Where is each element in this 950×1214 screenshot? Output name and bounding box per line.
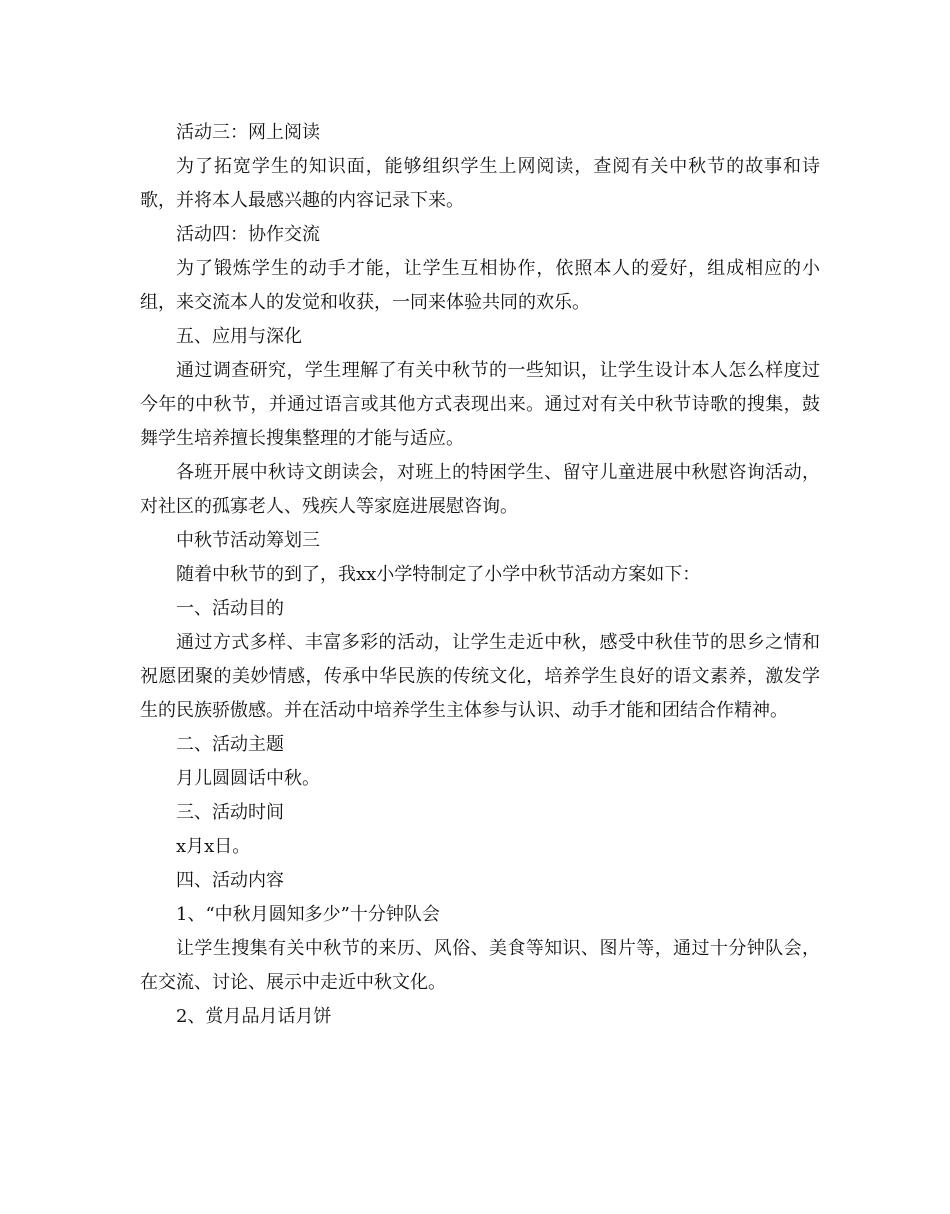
paragraph-activity-4: 为了锻炼学生的动手才能，让学生互相协作，依照本人的爱好，组成相应的小组，来交流本人的发觉和收获，一同来体验共同的欢乐。 — [140, 258, 820, 313]
item-1-paragraph: 让学生搜集有关中秋节的来历、风俗、美食等知识、图片等，通过十分钟队会，在交流、讨论、展示中走近中秋文化。 — [140, 938, 820, 993]
heading-activity-4: 活动四：协作交流 — [176, 224, 320, 245]
paragraph-section-5-b: 各班开展中秋诗文朗读会，对班上的特困学生、留守儿童进展中秋慰咨询活动，对社区的孤寡老人、残疾人等家庭进展慰咨询。 — [140, 462, 820, 517]
heading-activity-3: 活动三：网上阅读 — [176, 122, 320, 143]
paragraph-activity-3: 为了拓宽学生的知识面，能够组织学生上网阅读，查阅有关中秋节的故事和诗歌，并将本人最感兴趣的内容记录下来。 — [140, 156, 820, 211]
item-1-heading: 1、“中秋月圆知多少”十分钟队会 — [176, 904, 440, 925]
paragraph-time: x月x日。 — [176, 836, 251, 857]
paragraph-purpose: 通过方式多样、丰富多彩的活动，让学生走近中秋，感受中秋佳节的思乡之情和祝愿团聚的美妙情感，传承中华民族的传统文化，培养学生良好的语文素养，激发学生的民族骄傲感。并在活动中培养学生主体参与认识、动手才能和团结合作精神。 — [140, 632, 820, 721]
heading-theme: 二、活动主题 — [176, 734, 284, 755]
heading-purpose: 一、活动目的 — [176, 598, 284, 619]
paragraph-plan-intro: 随着中秋节的到了，我xx小学特制定了小学中秋节活动方案如下： — [176, 564, 701, 585]
paragraph-theme: 月儿圆圆话中秋。 — [176, 768, 320, 789]
heading-time: 三、活动时间 — [176, 802, 284, 823]
heading-plan-3: 中秋节活动筹划三 — [176, 530, 320, 551]
document-body — [140, 116, 820, 1034]
heading-section-5: 五、应用与深化 — [176, 326, 302, 347]
item-2-heading: 2、赏月品月话月饼 — [176, 1006, 332, 1027]
paragraph-section-5-a: 通过调查研究，学生理解了有关中秋节的一些知识，让学生设计本人怎么样度过今年的中秋节，并通过语言或其他方式表现出来。通过对有关中秋节诗歌的搜集，鼓舞学生培养擅长搜集整理的才能与适应。 — [140, 360, 820, 449]
heading-content: 四、活动内容 — [176, 870, 284, 891]
